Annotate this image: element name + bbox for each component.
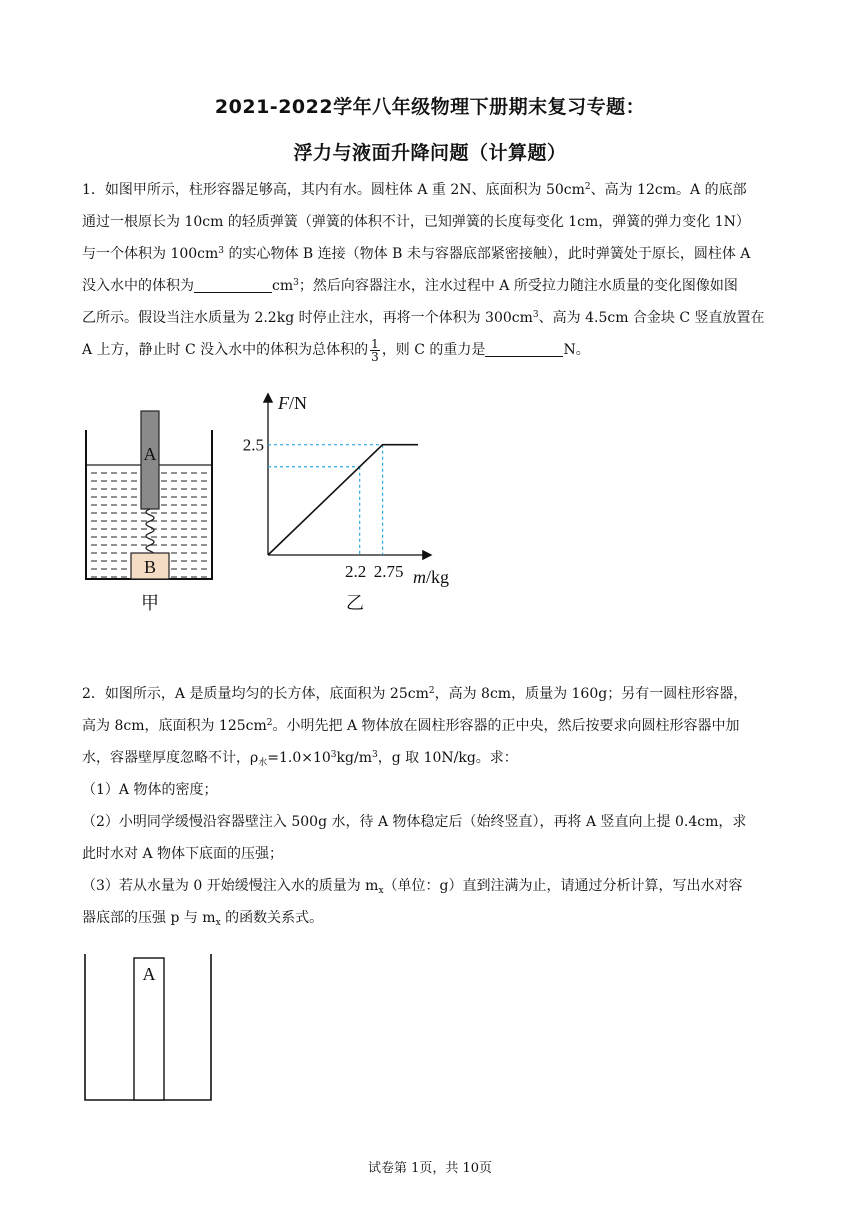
answer-blank-1[interactable]	[194, 276, 272, 293]
q2-part-3-cont: 器底部的压强 p 与 $m_x$ 的函数关系式。	[82, 910, 324, 928]
fraction: $\frac{1}{3}$	[371, 336, 379, 364]
tick-labels	[243, 436, 404, 581]
figure-yi-chart	[230, 385, 480, 615]
q1-line-4: 没入水中的体积为 $cm^3$；然后向容器注水，注水过程中 A 所受拉力随注水质量的变化图像如图	[82, 278, 738, 294]
page-footer: 试卷第 1页，共 10页	[367, 1161, 493, 1176]
q1-line-5: 乙所示。假设当注水质量为 2.2kg 时停止注水，再将一个体积为 $300cm^3$、高为 4.5cm 合金块 C 竖直放置在	[82, 310, 765, 326]
q2-part-1: （1）A 物体的密度；	[82, 782, 218, 798]
page-title: 2021-2022学年八年级物理下册期末复习专题：	[214, 96, 646, 118]
series-line	[268, 445, 418, 555]
q1-line-1: 1．如图甲所示，柱形容器足够高，其内有水。圆柱体 A 重 2N、底面积为 $50cm^2$、高为 12cm。A 的底部	[82, 182, 747, 198]
q1-line-3: 与一个体积为 $100cm^3$ 的实心物体 B 连接（物体 B 未与容器底部紧密接触），此时弹簧处于原长，圆柱体 A	[82, 246, 751, 262]
question-2	[82, 678, 782, 934]
label-a: A	[143, 444, 157, 464]
caption-jia: 甲	[141, 593, 159, 613]
q1-line-6: A 上方，静止时 C 没入水中的体积为总体积的 $\frac{1}{3}$ ，则 C 的重力是 N。	[82, 336, 590, 364]
q1-line-2: 通过一根原长为 10cm 的轻质弹簧（弹簧的体积不计，已知弹簧的长度每变化 1cm，弹簧的弹力变化 1N）	[82, 214, 750, 230]
x-tick-label: 2.2	[345, 562, 367, 581]
q2-line-2: 高为 8cm，底面积为 $125cm^2$。小明先把 A 物体放在圆柱形容器的正中央，然后按要求向圆柱形容器中加	[82, 718, 740, 734]
q2-part-2: （2）小明同学缓慢沿容器壁注入 500g 水，待 A 物体稳定后（始终竖直），再将 A 竖直向上提 0.4cm，求	[82, 814, 747, 830]
caption-yi: 乙	[346, 593, 364, 613]
figure-jia	[80, 405, 230, 615]
question-1	[82, 174, 782, 366]
q2-part-3: （3）若从水量为 0 开始缓慢注入水的质量为 $m_x$（单位：g）直到注满为止，请通过分析计算，写出水对容	[82, 878, 743, 896]
q2-line-1: 2．如图所示，A 是质量均匀的长方体，底面积为 $25cm^2$，高为 8cm，质量为 160g；另有一圆柱形容器，	[82, 686, 748, 702]
q2-line-3: 水，容器壁厚度忽略不计，$\rho_水=1.0\times 10^3kg/m^3$，g 取 10N/kg。求：	[82, 750, 518, 768]
q2-part-2-cont: 此时水对 A 物体下底面的压强；	[82, 846, 284, 862]
figure-2	[78, 952, 218, 1104]
y-tick-label: 2.5	[242, 435, 264, 455]
label-b: B	[143, 557, 157, 577]
label-a-2: A	[142, 964, 156, 984]
answer-blank-2[interactable]	[485, 340, 563, 357]
page-subtitle: 浮力与液面升降问题（计算题）	[293, 142, 567, 164]
y-axis-label: F/N	[278, 393, 307, 413]
x-axis-label: m/kg	[413, 567, 450, 587]
x-tick-label: 2.75	[373, 562, 404, 581]
